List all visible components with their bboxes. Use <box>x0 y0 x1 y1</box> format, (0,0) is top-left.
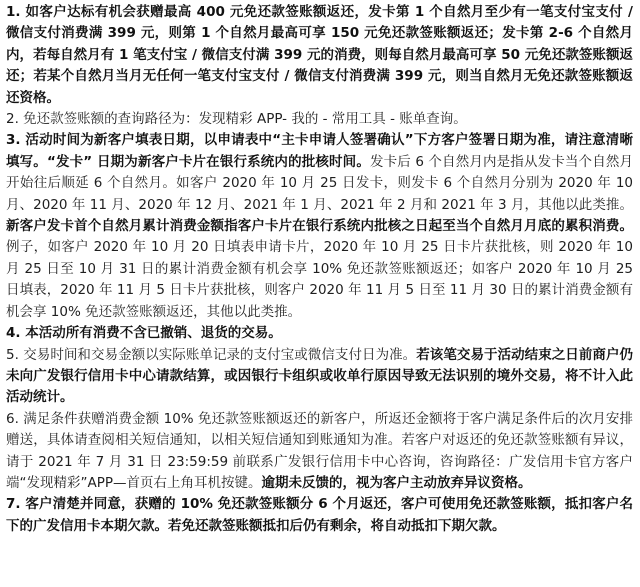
rule-6 <box>6 409 633 495</box>
rule-7 <box>6 494 633 537</box>
rule-3-text-4: 例子，如客户 2020 年 10 月 20 日填表申请卡片，2020 年 10 月 25 日卡片获批核，则 2020 年 10 月 25 日至 10 月 31 日的累计消费金额有机会享 10% 免还款签账额返还；如客户 2020 年 10 月 25 日填表，2020 年 11 月 5 日卡片获批核，则客户 2020 年 11 月 5 日至 11 月 30 日的累计消费金额有机会享 10% 免还款签账额返还，其他以此类推。 <box>6 239 633 320</box>
rule-5-text-1: 5. 交易时间和交易金额以实际账单记录的支付宝或微信支付日为准。 <box>6 346 417 363</box>
rule-1-text: 1. 如客户达标有机会获赠最高 400 元免还款签账额返还，发卡第 1 个自然月至少有一笔支付宝支付 / 微信支付消费满 399 元，则第 1 个自然月最高可享 150 元免还款签账额返还；发卡第 2-6 个自然月内，若每自然月有 1 笔支付宝 / 微信支付满 399 元的消费，则每自然月最高可享 50 元免还款签账额返还；若某个自然月当月无任何一笔支付宝支付 / 微信支付消费满 399 元，则当自然月无免还款签账额返还资格。 <box>6 4 633 106</box>
rule-3 <box>6 130 633 323</box>
rule-1 <box>6 2 633 109</box>
rule-4 <box>6 323 633 344</box>
rule-5-text-2: 若该笔交易于活动结束之日前商户仍未向广发银行信用卡中心请款结算，或因银行卡组织或收单行原因导致无法识别的境外交易，将不计入此活动统计。 <box>6 346 634 406</box>
rule-7-text: 7. 客户清楚并同意，获赠的 10% 免还款签账额分 6 个月返还，客户可使用免还款签账额，抵扣客户名下的广发信用卡本期欠款。若免还款签账额抵扣后仍有剩余，将自动抵扣下期欠款。 <box>6 496 633 534</box>
rule-4-text: 4. 本活动所有消费不含已撤销、退货的交易。 <box>6 325 282 342</box>
rule-3-text-2: 发卡后 6 个自然月内是指从发卡当个自然月开始往后顺延 6 个自然月。如客户 2020 年 10 月 25 日发卡，则发卡 6 个自然月分别为 2020 年 10 月、2020 年 11 月、2020 年 12 月、2021 年 1 月、2021 年 2 月和 2021 年 3 月，其他以此类推。 <box>6 153 633 213</box>
rule-2-text: 2. 免还款签账额的查询路径为：发现精彩 APP- 我的 - 常用工具 - 账单查询。 <box>6 111 467 128</box>
rule-3-text-3: 新客户发卡首个自然月累计消费金额指客户卡片在银行系统内批核之日起至当个自然月月底的累积消费。 <box>6 218 633 235</box>
rule-6-text-2: 逾期未反馈的，视为客户主动放弃异议资格。 <box>261 474 532 491</box>
rule-5 <box>6 345 633 409</box>
rule-6-text-1: 6. 满足条件获赠消费金额 10% 免还款签账额返还的新客户，所返还金额将于客户满足条件后的次月安排赠送，具体请查阅相关短信通知，以相关短信通知到账通知为准。若客户对返还的免还款签账额有异议，请于 2021 年 7 月 31 日 23:59:59 前联系广发银行信用卡中心咨询，咨询路径：广发信用卡官方客户端“发现精彩”APP—首页右上角耳机按键。 <box>6 410 633 491</box>
rule-3-text-1: 3. 活动时间为新客户填表日期，以申请表中“主卡申请人签署确认”下方客户签署日期为准，请注意清晰填写。“发卡” 日期为新客户卡片在银行系统内的批核时间。 <box>6 132 633 170</box>
rule-2 <box>6 109 633 130</box>
